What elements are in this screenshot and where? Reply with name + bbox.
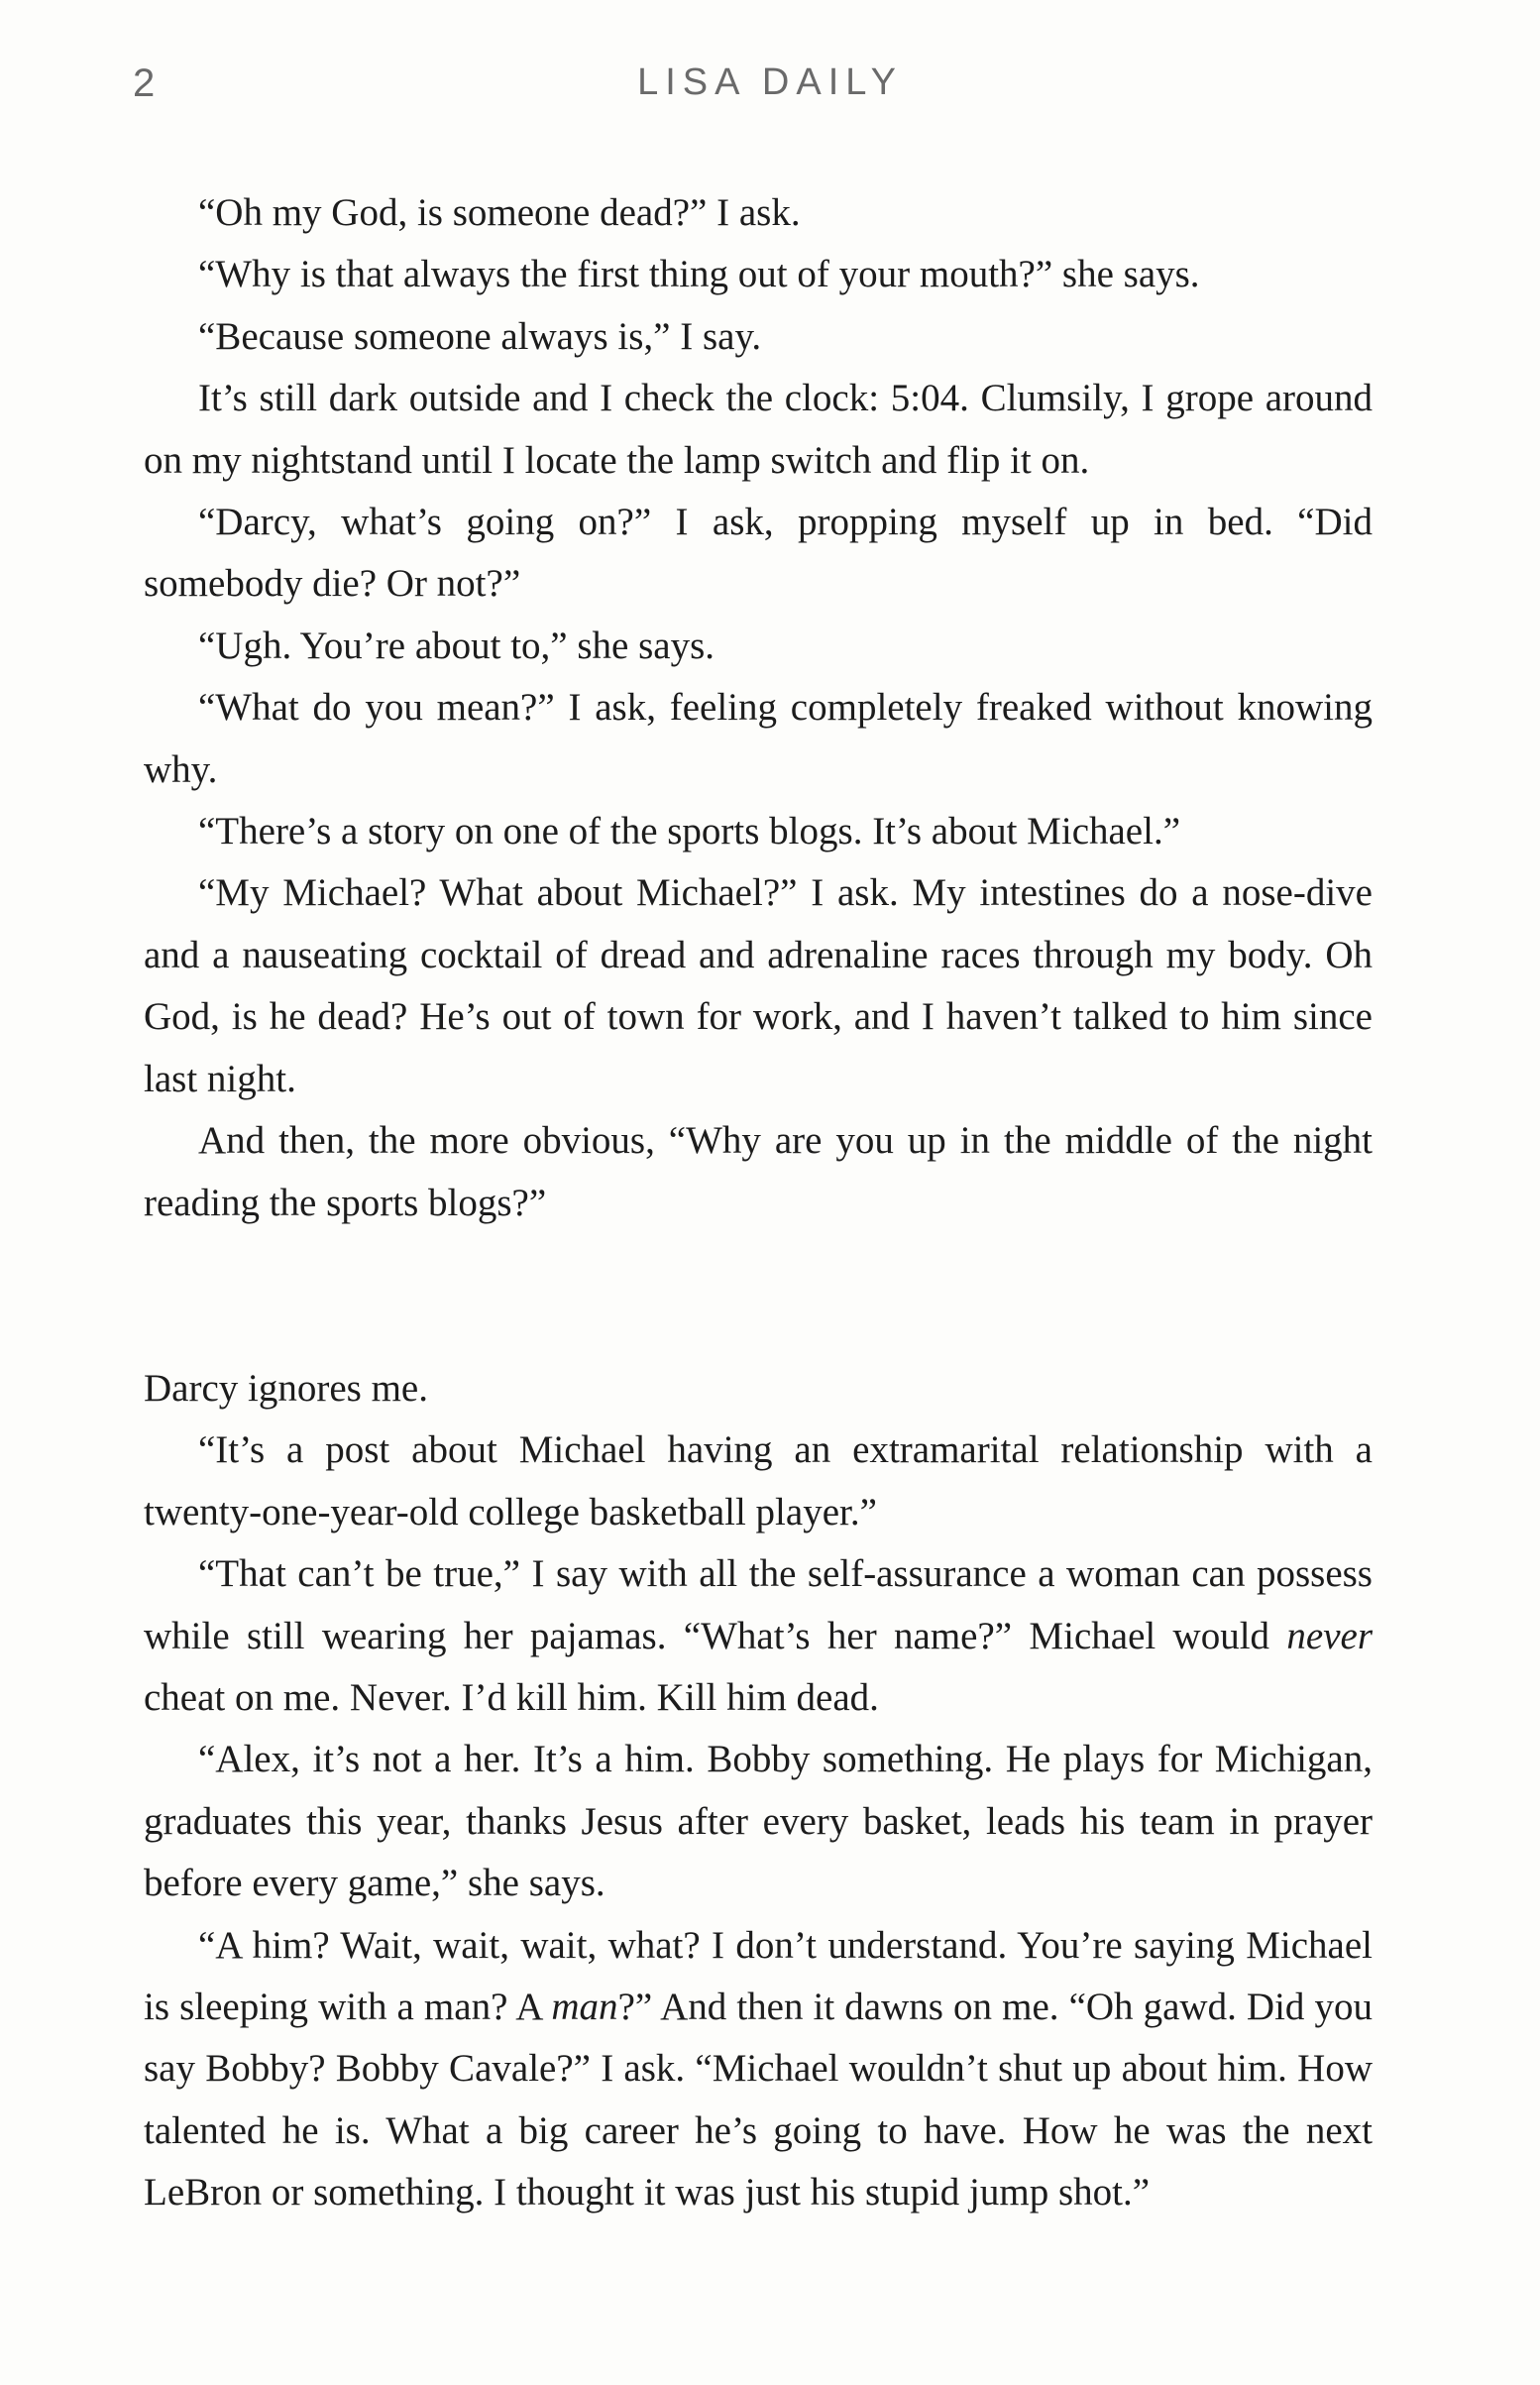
paragraph: “What do you mean?” I ask, feeling completely freaked without knowing why. [144, 686, 1373, 791]
paragraph-text: ?” And then it dawns on me. “Oh gawd. Did you say Bobby? Bobby Cavale?” I ask. “Michael wouldn’t shut up about him. How talented he is. What a big career he’s going to have. How he was the next LeBron or something. I thought it was just his stupid jump shot.” [144, 1986, 1373, 2215]
emphasis-text: man [551, 1986, 618, 2029]
paragraph-text: “That can’t be true,” I say with all the self-assurance a woman can possess while still wearing her pajamas. “What’s her name?” Michael would [144, 1552, 1373, 1657]
page-number: 2 [133, 61, 156, 105]
paragraph: “Ugh. You’re about to,” she says. [198, 624, 715, 667]
paragraph: “Darcy, what’s going on?” I ask, propping myself up in bed. “Did somebody die? Or not?” [144, 501, 1373, 606]
paragraph: “Why is that always the first thing out of your mouth?” she says. [198, 253, 1200, 296]
paragraph: “Alex, it’s not a her. It’s a him. Bobby something. He plays for Michigan, graduates this year, thanks Jesus after every basket, leads his team in prayer before every game,” she says. [144, 1738, 1373, 1905]
paragraph: “Because someone always is,” I say. [198, 314, 762, 358]
paragraph: It’s still dark outside and I check the clock: 5:04. Clumsily, I grope around on my nightstand until I locate the lamp switch and flip it on. [144, 377, 1373, 482]
paragraph: And then, the more obvious, “Why are you up in the middle of the night reading the sports blogs?” [144, 1119, 1373, 1224]
paragraph: “It’s a post about Michael having an extramarital relationship with a twenty-one-year-old college basketball player.” [144, 1428, 1373, 1533]
emphasis-text: never [1286, 1614, 1373, 1657]
running-head-author: LISA DAILY [637, 61, 903, 103]
paragraph: “There’s a story on one of the sports blogs. It’s about Michael.” [198, 810, 1181, 853]
paragraph [144, 1915, 1373, 2224]
paragraph: Darcy ignores me. [144, 1367, 428, 1410]
page-header [0, 57, 1540, 117]
paragraph: “My Michael? What about Michael?” I ask. My intestines do a nose-dive and a nauseating cocktail of dread and adrenaline races through my body. Oh God, is he dead? He’s out of town for work, and I haven’t talked to him since last night. [144, 871, 1373, 1100]
text-section-2 [144, 1358, 1373, 2224]
text-section-1 [144, 182, 1373, 1234]
paragraph-text: cheat on me. Never. I’d kill him. Kill him dead. [144, 1676, 879, 1720]
paragraph-text: “A him? Wait, wait, wait, what? I don’t understand. You’re saying Michael is sleeping with a man? A [144, 1923, 1373, 2029]
paragraph [144, 1543, 1373, 1729]
paragraph: “Oh my God, is someone dead?” I ask. [198, 191, 801, 234]
